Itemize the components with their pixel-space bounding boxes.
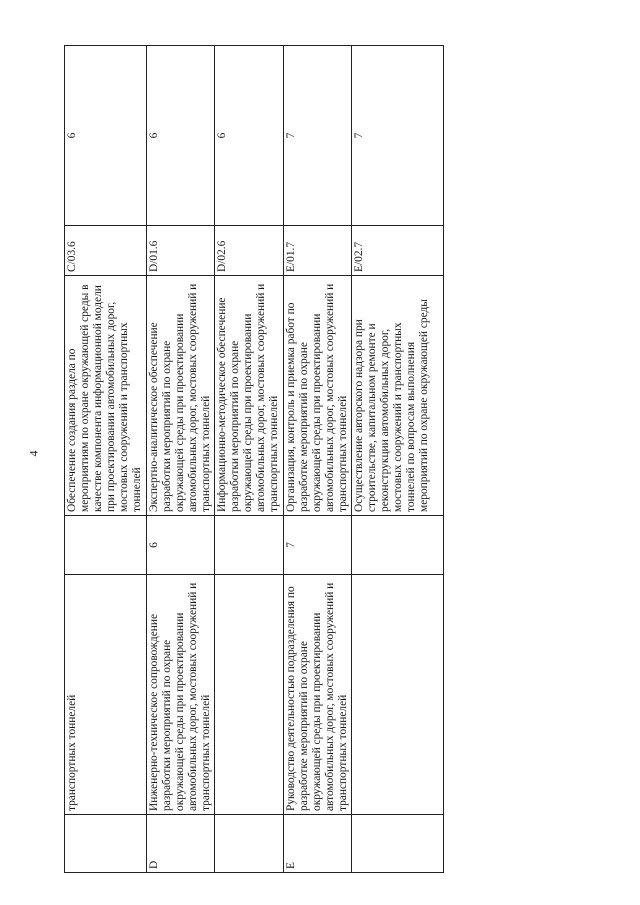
function-letter-cell	[215, 815, 283, 873]
function-level-cell	[351, 516, 443, 575]
task-code-cell: D/01.6	[146, 226, 214, 276]
page-number: 4	[26, 450, 41, 457]
task-level-cell: 7	[351, 46, 443, 226]
task-level-cell: 6	[65, 46, 147, 226]
table-row	[283, 46, 351, 873]
function-level-cell: 6	[146, 516, 214, 575]
task-code-cell: C/03.6	[65, 226, 147, 276]
table-row	[65, 46, 147, 873]
function-name-cell	[215, 575, 283, 815]
function-letter-cell: D	[146, 815, 214, 873]
function-name-cell	[351, 575, 443, 815]
task-cell: Организация, контроль и приемка работ по разработке мероприятий по охране окружающей среды при проектировании автомобильных дорог, мостовых сооружений и транспортных тоннелей	[283, 276, 351, 516]
function-name-cell: Инженерно-техническое сопровождение разработки мероприятий по охране окружающей среды при проектировании автомобильных дорог, мостовых сооружений и транспортных тоннелей	[146, 575, 214, 815]
task-cell: Экспертно-аналитическое обеспечение разработки мероприятий по охране окружающей среды при проектировании автомобильных дорог, мостовых сооружений и транспортных тоннелей	[146, 276, 214, 516]
task-cell: Осуществление авторского надзора при строительстве, капитальном ремонте и реконструкции автомобильных дорог, мостовых сооружений и транспортных тоннелей по вопросам выполнения мероприятий по охране окружающей среды	[351, 276, 443, 516]
task-level-cell: 7	[283, 46, 351, 226]
function-letter-cell	[65, 815, 147, 873]
function-level-cell: 7	[283, 516, 351, 575]
rotated-page-content	[64, 47, 431, 873]
table-row	[351, 46, 443, 873]
function-level-cell	[65, 516, 147, 575]
function-letter-cell	[351, 815, 443, 873]
function-level-cell	[215, 516, 283, 575]
table-row	[215, 46, 283, 873]
function-name-cell: транспортных тоннелей	[65, 575, 147, 815]
task-code-cell: E/02.7	[351, 226, 443, 276]
table-row	[146, 46, 214, 873]
function-name-cell: Руководство деятельностью подразделения по разработке мероприятий по охране окружающей среды при проектировании автомобильных дорог, мостовых сооружений и транспортных тоннелей	[283, 575, 351, 815]
competency-table	[64, 45, 444, 873]
task-cell: Обеспечение создания раздела по мероприятиям по охране окружающей среды в качестве компонента информационной модели при проектировании автомобильных дорог, мостовых сооружений и транспортных тоннелей	[65, 276, 147, 516]
function-letter-cell: E	[283, 815, 351, 873]
task-level-cell: 6	[215, 46, 283, 226]
task-level-cell: 6	[146, 46, 214, 226]
task-cell: Информационно-методическое обеспечение разработки мероприятий по охране окружающей среды при проектировании автомобильных дорог, мостовых сооружений и транспортных тоннелей	[215, 276, 283, 516]
task-code-cell: E/01.7	[283, 226, 351, 276]
task-code-cell: D/02.6	[215, 226, 283, 276]
